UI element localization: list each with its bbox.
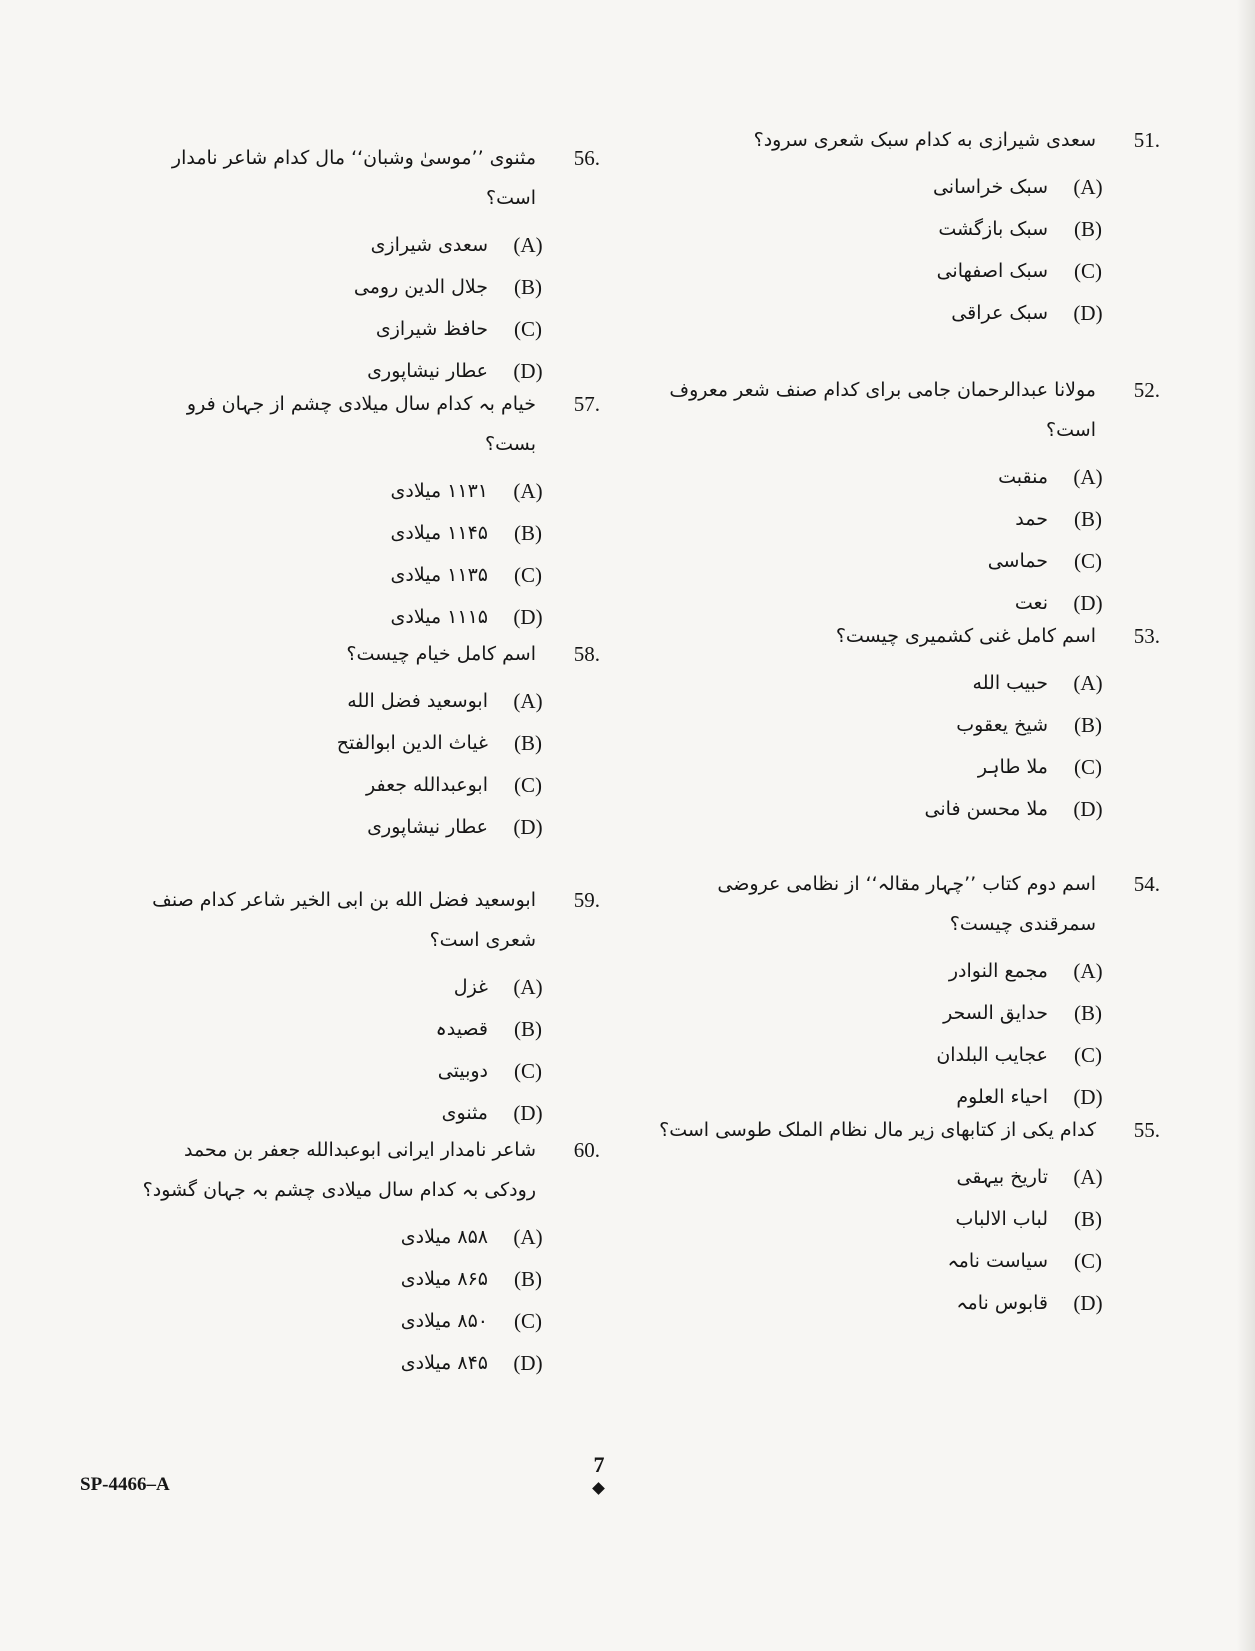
option-c[interactable] bbox=[130, 308, 554, 350]
option-list bbox=[130, 470, 554, 638]
option-list bbox=[337, 680, 554, 848]
option-a[interactable] bbox=[640, 950, 1114, 992]
option-d[interactable] bbox=[130, 596, 554, 638]
option-a[interactable] bbox=[836, 662, 1114, 704]
option-text: حافظ شیرازی bbox=[375, 318, 488, 340]
option-text: ابوسعید فضل الله bbox=[347, 690, 488, 712]
option-letter: (C) bbox=[1074, 754, 1102, 779]
option-letter: (D) bbox=[513, 1100, 543, 1125]
option-letter: (B) bbox=[1074, 1206, 1102, 1231]
option-text: سبک بازگشت bbox=[938, 218, 1048, 240]
option-a[interactable] bbox=[640, 456, 1114, 498]
option-a[interactable] bbox=[130, 470, 554, 512]
question-number: 51. bbox=[1133, 128, 1160, 152]
question-text: مولانا عبدالرحمان جامی برای کدام صنف شعر معروف است؟ bbox=[669, 379, 1096, 441]
option-list bbox=[659, 1156, 1114, 1324]
option-c[interactable] bbox=[337, 764, 554, 806]
question-number: 59. bbox=[573, 888, 600, 912]
option-text: ۸۵۰ میلادی bbox=[400, 1310, 488, 1332]
option-letter: (B) bbox=[514, 1016, 542, 1041]
option-letter: (A) bbox=[1073, 464, 1103, 489]
option-a[interactable] bbox=[659, 1156, 1114, 1198]
option-letter: (B) bbox=[514, 730, 542, 755]
option-text: لباب الالباب bbox=[955, 1208, 1048, 1230]
question-number: 54. bbox=[1133, 872, 1160, 896]
option-list bbox=[754, 166, 1114, 334]
question-text: شاعر نامدار ایرانی ابوعبدالله جعفر بن محمد رودکی بہ کدام سال میلادی چشم بہ جہان گشود؟ bbox=[142, 1139, 536, 1201]
option-letter: (B) bbox=[1074, 1000, 1102, 1025]
option-letter: (B) bbox=[514, 520, 542, 545]
page-edge-shadow bbox=[1237, 0, 1255, 1651]
option-text: ابوعبدالله جعفر bbox=[365, 774, 488, 796]
question-55 bbox=[659, 1118, 1160, 1324]
option-text: دوبیتی bbox=[437, 1060, 488, 1082]
option-text: جلال الدین رومی bbox=[353, 276, 488, 298]
option-text: احیاء العلوم bbox=[956, 1086, 1048, 1108]
option-b[interactable] bbox=[640, 992, 1114, 1034]
question-number: 53. bbox=[1133, 624, 1160, 648]
question-text: کدام یکی از کتابهای زیر مال نظام الملک طوسی است؟ bbox=[659, 1119, 1096, 1141]
option-d[interactable] bbox=[836, 788, 1114, 830]
option-text: سبک خراسانی bbox=[932, 176, 1048, 198]
option-text: قابوس نامہ bbox=[956, 1292, 1048, 1314]
option-letter: (A) bbox=[1073, 174, 1103, 199]
option-c[interactable] bbox=[659, 1240, 1114, 1282]
option-d[interactable] bbox=[337, 806, 554, 848]
option-c[interactable] bbox=[130, 1050, 554, 1092]
question-53 bbox=[836, 624, 1160, 830]
question-number: 58. bbox=[573, 642, 600, 666]
question-number: 55. bbox=[1133, 1118, 1160, 1142]
option-letter: (A) bbox=[1073, 670, 1103, 695]
question-number: 56. bbox=[573, 146, 600, 170]
option-b[interactable] bbox=[640, 498, 1114, 540]
option-c[interactable] bbox=[754, 250, 1114, 292]
option-c[interactable] bbox=[130, 554, 554, 596]
option-text: قصیدہ bbox=[435, 1018, 488, 1040]
option-text: حماسی bbox=[987, 550, 1048, 572]
question-text: ابوسعید فضل الله بن ابی الخیر شاعر کدام صنف شعری است؟ bbox=[152, 889, 536, 951]
option-text: ۸۴۵ میلادی bbox=[400, 1352, 488, 1374]
option-letter: (C) bbox=[514, 1058, 542, 1083]
question-text: خیام بہ کدام سال میلادی چشم از جہان فرو بست؟ bbox=[186, 393, 536, 455]
option-letter: (C) bbox=[514, 772, 542, 797]
page-number: 7 bbox=[593, 1452, 605, 1477]
option-letter: (D) bbox=[513, 1350, 543, 1375]
option-text: نعت bbox=[1014, 592, 1048, 614]
option-letter: (D) bbox=[1073, 1290, 1103, 1315]
option-a[interactable] bbox=[754, 166, 1114, 208]
option-d[interactable] bbox=[130, 1092, 554, 1134]
option-b[interactable] bbox=[130, 1008, 554, 1050]
option-text: تاریخ بیہقی bbox=[956, 1166, 1048, 1188]
option-letter: (D) bbox=[1073, 300, 1103, 325]
option-text: حمد bbox=[1015, 508, 1048, 530]
option-letter: (D) bbox=[513, 814, 543, 839]
option-a[interactable] bbox=[130, 224, 554, 266]
option-a[interactable] bbox=[130, 966, 554, 1008]
option-letter: (B) bbox=[514, 274, 542, 299]
option-text: عطار نیشاپوری bbox=[367, 816, 488, 838]
option-text: منقبت bbox=[998, 466, 1048, 488]
question-number: 60. bbox=[573, 1138, 600, 1162]
diamond-icon bbox=[592, 1482, 605, 1495]
question-text: مثنوی ’’موسیٰ وشبان‘‘ مال کدام شاعر نامدار است؟ bbox=[171, 147, 536, 209]
option-text: عطار نیشاپوری bbox=[367, 360, 488, 382]
option-text: ۱۱۳۵ میلادی bbox=[390, 564, 488, 586]
question-number: 57. bbox=[573, 392, 600, 416]
option-a[interactable] bbox=[337, 680, 554, 722]
option-text: سیاست نامہ bbox=[947, 1250, 1048, 1272]
option-letter: (D) bbox=[1073, 796, 1103, 821]
option-list bbox=[130, 224, 554, 392]
option-letter: (A) bbox=[1073, 1164, 1103, 1189]
option-list bbox=[836, 662, 1114, 830]
option-text: سبک اصفهانی bbox=[936, 260, 1048, 282]
question-text: اسم دوم کتاب ’’چہار مقالہ‘‘ از نظامی عروضی سمرقندی چیست؟ bbox=[717, 873, 1096, 935]
option-letter: (A) bbox=[513, 232, 543, 257]
option-list bbox=[640, 950, 1114, 1118]
option-letter: (A) bbox=[513, 688, 543, 713]
paper-code: SP-4466–A bbox=[80, 1474, 170, 1495]
option-letter: (C) bbox=[514, 562, 542, 587]
option-letter: (D) bbox=[1073, 1084, 1103, 1109]
option-text: ۱۱۴۵ میلادی bbox=[390, 522, 488, 544]
option-text: ۸۶۵ میلادی bbox=[400, 1268, 488, 1290]
option-letter: (C) bbox=[514, 316, 542, 341]
option-c[interactable] bbox=[640, 1034, 1114, 1076]
option-c[interactable] bbox=[836, 746, 1114, 788]
option-d[interactable] bbox=[659, 1282, 1114, 1324]
question-54 bbox=[640, 872, 1160, 1118]
option-text: حدایق السحر bbox=[943, 1002, 1048, 1024]
option-text: ۱۱۳۱ میلادی bbox=[390, 480, 488, 502]
question-58 bbox=[337, 642, 600, 848]
option-letter: (C) bbox=[1074, 1248, 1102, 1273]
option-list bbox=[130, 1216, 554, 1384]
option-c[interactable] bbox=[130, 1300, 554, 1342]
option-letter: (D) bbox=[513, 604, 543, 629]
option-text: ملا طاہر bbox=[977, 756, 1048, 778]
option-letter: (D) bbox=[1073, 590, 1103, 615]
option-b[interactable] bbox=[130, 512, 554, 554]
option-b[interactable] bbox=[337, 722, 554, 764]
option-letter: (B) bbox=[1074, 506, 1102, 531]
option-text: غزل bbox=[453, 976, 488, 998]
option-text: حبیب الله bbox=[972, 672, 1048, 694]
question-52 bbox=[640, 378, 1160, 624]
option-text: مثنوی bbox=[441, 1102, 488, 1124]
option-a[interactable] bbox=[130, 1216, 554, 1258]
option-list bbox=[640, 456, 1114, 624]
option-text: ۸۵۸ میلادی bbox=[400, 1226, 488, 1248]
option-text: شیخ یعقوب bbox=[956, 714, 1048, 736]
question-60 bbox=[130, 1138, 600, 1384]
option-b[interactable] bbox=[754, 208, 1114, 250]
option-letter: (C) bbox=[514, 1308, 542, 1333]
question-text: اسم کامل خیام چیست؟ bbox=[346, 643, 536, 665]
option-b[interactable] bbox=[130, 1258, 554, 1300]
option-text: سعدی شیرازی bbox=[370, 234, 488, 256]
option-text: ملا محسن فانی bbox=[924, 798, 1048, 820]
option-letter: (A) bbox=[513, 974, 543, 999]
option-letter: (B) bbox=[1074, 216, 1102, 241]
option-b[interactable] bbox=[130, 266, 554, 308]
question-number: 52. bbox=[1133, 378, 1160, 402]
option-list bbox=[130, 966, 554, 1134]
question-text: اسم کامل غنی کشمیری چیست؟ bbox=[835, 625, 1096, 647]
option-text: مجمع النوادر bbox=[948, 960, 1048, 982]
option-letter: (A) bbox=[1073, 958, 1103, 983]
question-51 bbox=[754, 128, 1160, 334]
option-letter: (B) bbox=[1074, 712, 1102, 737]
question-text: سعدی شیرازی به کدام سبک شعری سرود؟ bbox=[753, 129, 1096, 151]
question-59 bbox=[130, 888, 600, 1134]
option-d[interactable] bbox=[754, 292, 1114, 334]
option-b[interactable] bbox=[659, 1198, 1114, 1240]
option-letter: (B) bbox=[514, 1266, 542, 1291]
option-letter: (A) bbox=[513, 1224, 543, 1249]
option-text: عجایب البلدان bbox=[936, 1044, 1048, 1066]
question-57 bbox=[130, 392, 600, 638]
option-text: ۱۱۱۵ میلادی bbox=[390, 606, 488, 628]
option-d[interactable] bbox=[130, 1342, 554, 1384]
option-letter: (C) bbox=[1074, 1042, 1102, 1067]
option-text: غیاث الدین ابوالفتح bbox=[336, 732, 488, 754]
option-letter: (C) bbox=[1074, 258, 1102, 283]
option-text: سبک عراقی bbox=[951, 302, 1048, 324]
option-c[interactable] bbox=[640, 540, 1114, 582]
option-letter: (A) bbox=[513, 478, 543, 503]
option-b[interactable] bbox=[836, 704, 1114, 746]
option-letter: (C) bbox=[1074, 548, 1102, 573]
question-56 bbox=[130, 146, 600, 392]
option-letter: (D) bbox=[513, 358, 543, 383]
